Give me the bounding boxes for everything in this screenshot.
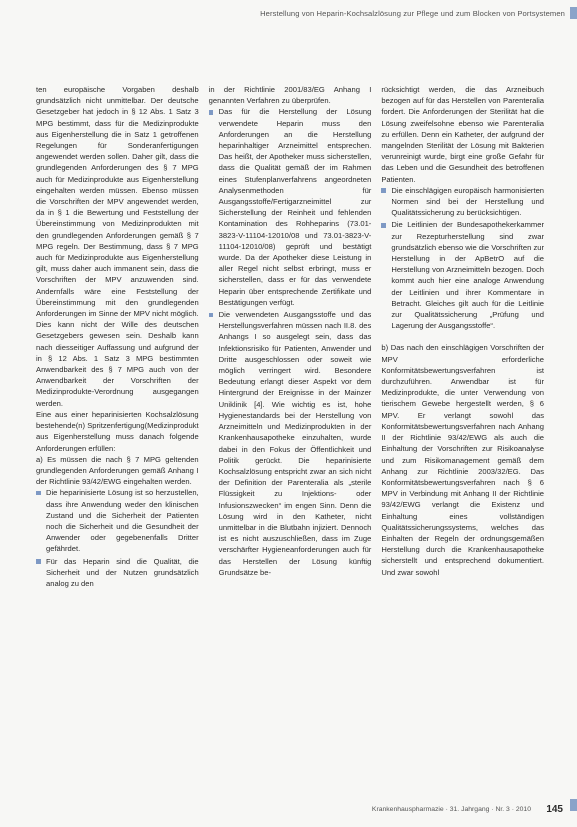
bullet-list [36,487,199,589]
square-bullet-icon [36,559,41,564]
paragraph: ten europäische Vorgaben deshalb grundsätzlich nicht unmittelbar. Der deutsche Gesetzgeber hat jedoch in § 12 Abs. 1 Satz 3 MPG bestimmt, dass für die Medizinprodukte aus Eigenherstellung die in Satz 1 getroffenen Regelungen für Sonderanfertigungen angewendet werden sollen. Daher gilt, dass die grundlegenden Anforderungen des § 7 MPG auch für Medizinprodukte aus Eigenherstellung eingehalten werden müssen. Ebenso müssen die Vorschriften der MPV angewendet werden, da in § 1 die Bewertung und Feststellung der Übereinstimmung von Medizinprodukten mit den grundlegenden Anforderungen gemäß § 7 MPG regeln. Der Bestimmung, dass § 7 MPG auch für Medizinprodukte aus Eigenherstellung gilt, muss daher auch immanent sein, dass die Vorschriften der MPV anzuwenden sind. Andernfalls wäre eine Feststellung der Übereinstimmung mit den grundlegenden Anforderungen im Sinne der MPV nicht möglich. Dies kann nicht der Wille des deutschen Gesetzgebers gewesen sein. Deshalb kann nach diesseitiger Auffassung und aufgrund der in § 12 Abs. 1 Satz 3 MPG bestimmten Anwendbarkeit des § 7 MPG auch von der Anwendbarkeit der Vorschriften der Medizinprodukte-Verordnung ausgegangen werden. [36,85,199,408]
page-footer [0,787,577,827]
list-item [381,185,544,219]
publication-info: Krankenhauspharmazie · 31. Jahrgang · Nr. 3 · 2010 [371,806,531,813]
list-item-text: Die verwendeten Ausgangsstoffe und das Herstellungsverfahren müssen nach II.8. des Anhangs I so ausgelegt sein, dass das Infektionsrisiko für Patienten, Anwender und Dritte ausgeschlossen oder soweit wie möglich verringert wird. Besondere Bedeutung erlangt dieser Aspekt vor dem Hintergrund der Ereignisse in der Mainzer Uniklinik [4]. Wie wichtig es ist, hohe Hygienestandards bei der Herstellung von Arzneimitteln und Medizinprodukten in der Krankenhausapotheke einzuhalten, wurde dabei in den Fokus der Öffentlichkeit und Politik gerückt. Die heparinisierte Kochsalzlösung entspricht zwar an sich nicht der Definition der Parenteralia als „sterile Flüssigkeit zu Injektions- oder Infusionszwecken“ im engen Sinn. Denn die Lösung wird in den Katheter, nicht unmittelbar in die Blutbahn injiziert. Dennoch ist es nicht auszuschließen, dass im Zuge verschärfter Hygieneanforderungen auch für das Herstellen der Lösung künftig Grundsätze be- [218,310,372,577]
paragraph: b) Das nach den einschlägigen Vorschriften der MPV erforderliche Konformitätsbewertungsverfahren ist durchzuführen. Anwendbar ist für Medizinprodukte, die unter Verwendung von tierischem Gewebe hergestellt werden, § 6 MPV. Er verlangt sowohl das Konformitätsbewertungsverfahren nach Anhang II der Richtlinie 93/42/EWG als auch die Einhaltung der Vorschriften zur Risikoanalyse und zum Risikomanagement gemäß dem Anhang zur Richtlinie 2003/32/EG. Das Konformitätsbewertungsverfahren nach § 6 MPV in Verbindung mit Anhang II der Richtlinie 93/42/EWG verlangt die Existenz und Einhaltung eines vollständigen Qualitätssicherungssystems, welches das Einhalten der Regeln der ordnungsgemäßen Herstellung durch die Krankenhausapotheke sicherstellt und entsprechend dokumentiert. Und zwar sowohl [381,343,544,577]
list-item [36,556,199,590]
column-1 [36,84,199,790]
list-item [209,106,372,308]
column-2 [209,84,372,790]
footer-accent-bar [570,799,577,811]
square-bullet-icon [209,313,214,318]
list-item-text: Das für die Herstellung der Lösung verwendete Heparin muss den Anforderungen an die Herstellung heparinhaltiger Arzneimittel entsprechen. Das heißt, der Apotheker muss sicherstellen, dass die Qualität gemäß der im Rahmen eines Stufenplanverfahrens angeordneten Analysenmethoden für Ausgangsstoffe/Fertigarzneimittel zur Sicherstellung der Reinheit und fehlenden Kontamination des Rohheparins (73.01-3823-V-11104-12010/08 und 73.01-3823-V-11104-12010/08) geprüft und bestätigt wurde. Da der Apotheker diese Leistung in aller Regel nicht selbst erbringt, muss er sicherstellen, dass er für das verwendete Heparin über entsprechende Zertifikate und Bestätigungen verfügt. [218,107,372,307]
running-title: Herstellung von Heparin-Kochsalzlösung zur Pflege und zum Blocken von Portsystemen [260,9,565,18]
paragraph: rücksichtigt werden, die das Arzneibuch bezogen auf für das Herstellen von Parenteralia fordert. Die Anforderungen der Sterilität hat die Lösung zweifelsohne ebenso wie Parenteralia zu erfüllen. Denn ein Katheter, der aufgrund der mangelnden Sterilität der Lösung mit Bakterien verunreinigt wurde, birgt eine große Gefahr für das Leben und die Gesundheit des betroffenen Patienten. [381,85,544,184]
list-item [36,487,199,554]
paragraph: in der Richtlinie 2001/83/EG Anhang I genannten Verfahren zu überprüfen. [208,85,372,106]
list-item-text: Die heparinisierte Lösung ist so herzustellen, dass ihre Anwendung weder den klinischen Zustand und die Sicherheit der Patienten noch die Sicherheit und die Gesundheit der Anwender oder gegebenenfalls Dritter gefährdet. [46,488,199,554]
square-bullet-icon [209,110,214,115]
bullet-list [381,185,544,332]
column-3 [381,84,544,790]
header-accent-bar [570,7,577,19]
paragraph: Eine aus einer heparinisierten Kochsalzlösung bestehende(n) Spritzenfertigung(Medizinprodukt aus Eigenherstellung muss danach folgende Anforderungen erfüllen: [36,409,199,453]
square-bullet-icon [381,223,386,228]
paragraph: a) Es müssen die nach § 7 MPG geltenden grundlegenden Anforderungen gemäß Anhang I der Richtlinie 93/42/EWG eingehalten werden. [36,454,199,487]
square-bullet-icon [381,188,386,193]
page-number: 145 [546,804,563,815]
list-item-text: Für das Heparin sind die Qualität, die Sicherheit und der Nutzen grundsätzlich analog zu den [46,556,199,588]
list-item [209,309,372,578]
list-item-text: Die Leitlinien der Bundesapothekerkammer zur Rezepturherstellung sind zwar grundsätzlich ebenso wie die Vorschriften zur Herstellung in der ApBetrO auf die Herstellung von Arzneimitteln bezogen. Doch kommt auch hier eine analoge Anwendung der Leitlinien und ihrer Kommentare in Betracht. Gleiches gilt auch für die Leitlinie zur Qualitätssicherung „Prüfung und Lagerung der Ausgangsstoffe“. [391,220,544,331]
running-header [0,0,577,28]
square-bullet-icon [36,491,41,496]
article-body [36,84,544,790]
list-item [381,219,544,331]
bullet-list [209,106,372,578]
list-item-text: Die einschlägigen europäisch harmonisierten Normen sind bei der Herstellung und Qualitätssicherung zu berücksichtigen. [391,185,544,218]
